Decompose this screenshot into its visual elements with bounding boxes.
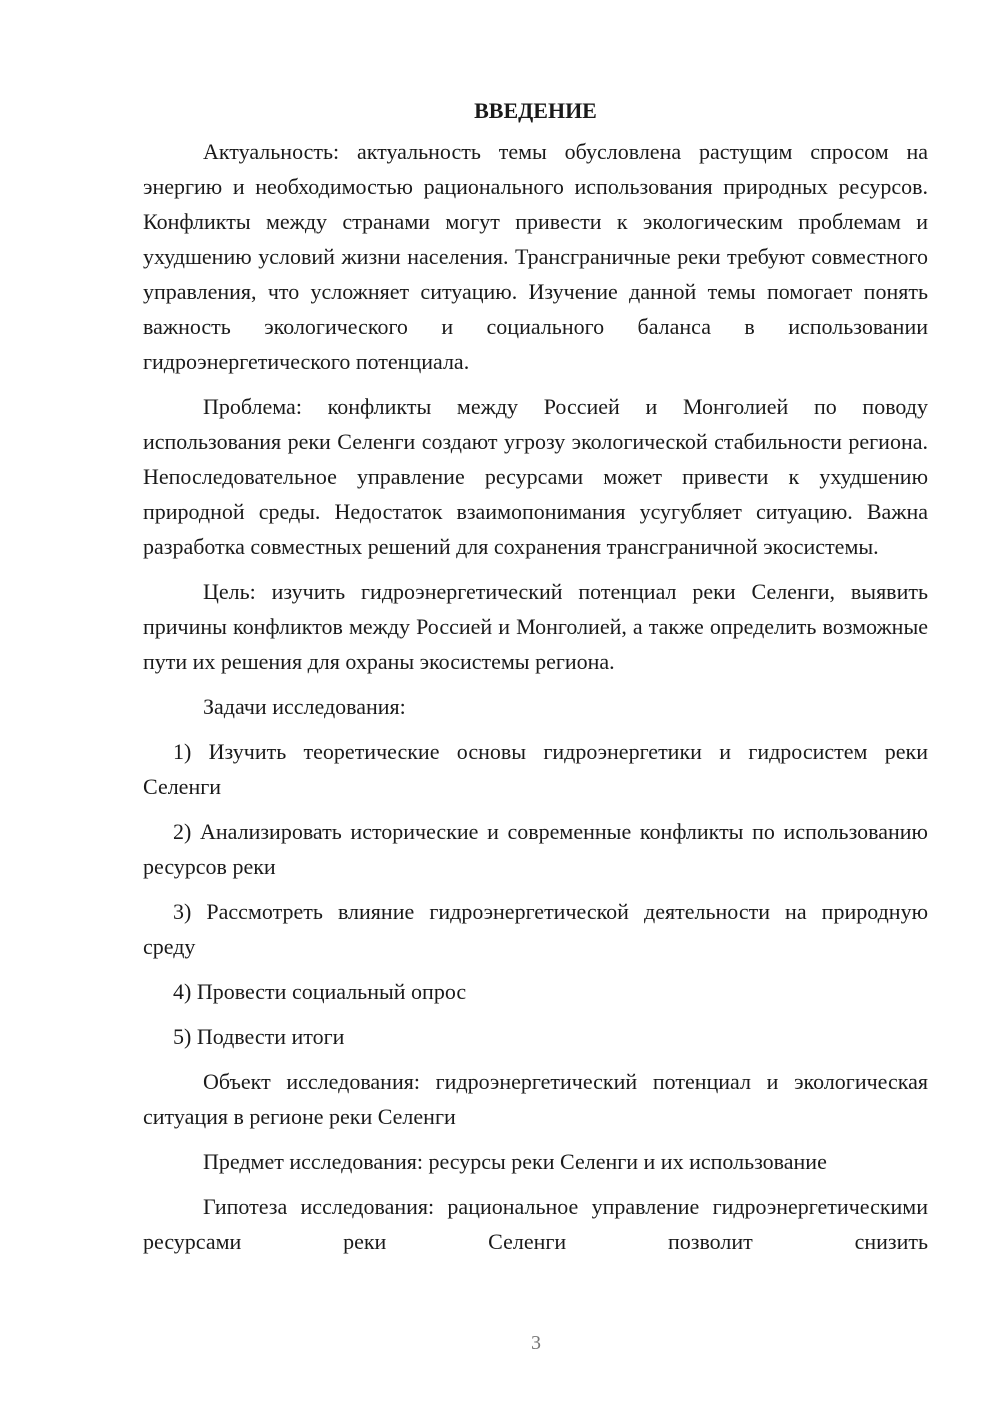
page-number: 3 <box>531 1332 541 1354</box>
task-item-5: 5) Подвести итоги <box>173 1024 345 1049</box>
paragraph-relevance: Актуальность: актуальность темы обусловлена растущим спросом на энергию и необходимостью рационального использования природных ресурсов. Конфликты между странами могут привести к экологическим проблемам и ухудшению условий жизни населения. Трансграничные реки требуют совместного управления, что усложняет ситуацию. Изучение данной темы помогает понять важность экологического и социального баланса в использовании гидроэнергетического потенциала. <box>143 139 928 374</box>
paragraph-problem: Проблема: конфликты между Россией и Монголией по поводу использования реки Селенги создают угрозу экологической стабильности региона. Непоследовательное управление ресурсами может привести к ухудшению природной среды. Недостаток взаимопонимания усугубляет ситуацию. Важна разработка совместных решений для сохранения трансграничной экосистемы. <box>143 394 928 559</box>
paragraph-subject: Предмет исследования: ресурсы реки Селенги и их использование <box>203 1149 827 1174</box>
task-item-4: 4) Провести социальный опрос <box>173 979 467 1004</box>
tasks-heading: Задачи исследования: <box>203 694 406 719</box>
task-item-1: 1) Изучить теоретические основы гидроэнергетики и гидросистем реки Селенги <box>143 739 928 799</box>
task-item-3: 3) Рассмотреть влияние гидроэнергетической деятельности на природную среду <box>143 899 928 959</box>
task-item-2: 2) Анализировать исторические и современные конфликты по использованию ресурсов реки <box>143 819 928 879</box>
document-page <box>143 96 928 1269</box>
paragraph-hypothesis: Гипотеза исследования: рациональное управление гидроэнергетическими ресурсами реки Селенги позволит снизить <box>143 1194 928 1254</box>
section-title: ВВЕДЕНИЕ <box>474 98 597 123</box>
paragraph-goal: Цель: изучить гидроэнергетический потенциал реки Селенги, выявить причины конфликтов между Россией и Монголией, а также определить возможные пути их решения для охраны экосистемы региона. <box>143 579 928 674</box>
paragraph-object: Объект исследования: гидроэнергетический потенциал и экологическая ситуация в регионе реки Селенги <box>143 1069 928 1129</box>
